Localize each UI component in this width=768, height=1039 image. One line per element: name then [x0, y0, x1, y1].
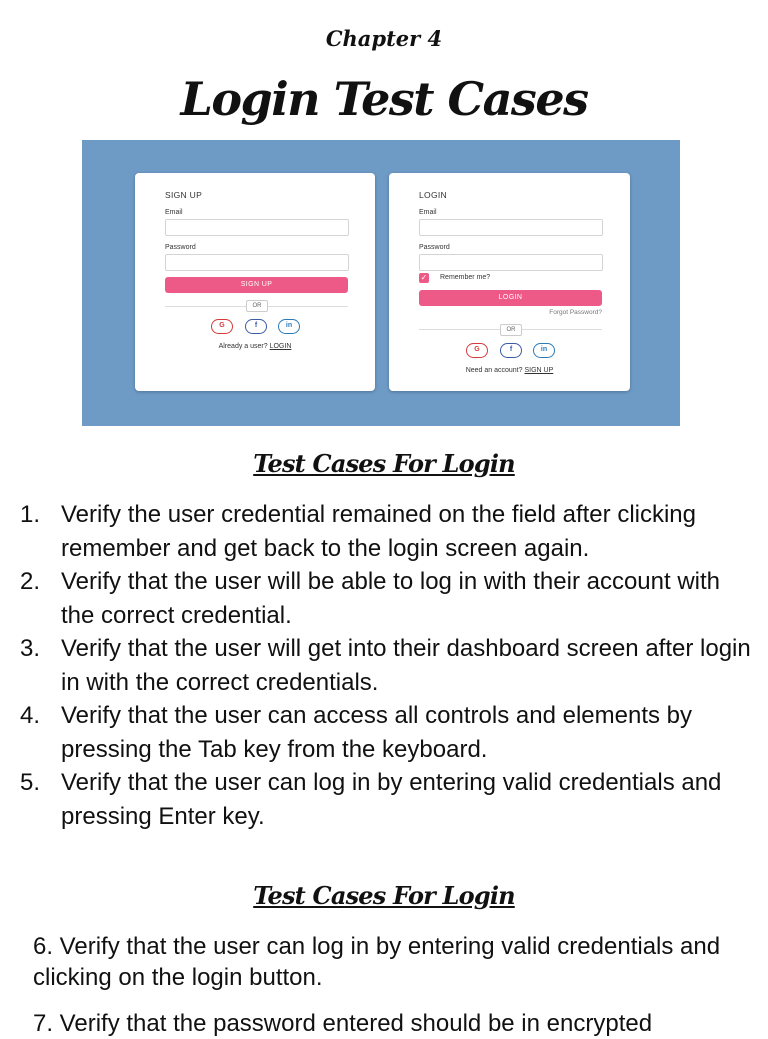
login-footer: [389, 367, 630, 374]
linkedin-icon[interactable]: in: [278, 319, 300, 334]
list-item: [20, 766, 760, 833]
or-separator: OR: [500, 324, 522, 336]
item-text: Verify the user credential remained on the field after clicking remember and get back to the login screen again.: [61, 501, 697, 562]
test-case-paragraph: 6. Verify that the user can log in by entering valid credentials and clicking on the login button.: [33, 933, 721, 991]
login-button[interactable]: LOGIN: [419, 290, 602, 306]
google-icon[interactable]: G: [466, 343, 488, 358]
signup-password-label: Password: [165, 244, 196, 251]
item-number: 3.: [20, 635, 41, 662]
forgot-password-link[interactable]: Forgot Password?: [549, 309, 602, 316]
section-heading: Test Cases For Login: [253, 449, 515, 478]
google-icon[interactable]: G: [211, 319, 233, 334]
signup-title: SIGN UP: [165, 190, 203, 200]
login-email-input[interactable]: [419, 219, 603, 236]
item-text: Verify that the user can log in by entering valid credentials and pressing Enter key.: [61, 769, 722, 830]
login-email-label: Email: [419, 209, 437, 216]
facebook-icon[interactable]: f: [500, 343, 522, 358]
login-password-label: Password: [419, 244, 450, 251]
test-case-paragraph: 7. Verify that the password entered should be in encrypted: [33, 1010, 653, 1037]
signup-footer: [135, 343, 375, 350]
item-number: 2.: [20, 568, 41, 595]
signup-button[interactable]: SIGN UP: [165, 277, 348, 293]
or-separator: OR: [246, 300, 268, 312]
list-item: [20, 632, 760, 699]
page-title: Login Test Cases: [180, 72, 588, 126]
chapter-label: Chapter 4: [325, 26, 443, 51]
linkedin-icon[interactable]: in: [533, 343, 555, 358]
remember-label: Remember me?: [440, 274, 491, 281]
signup-password-input[interactable]: [165, 254, 349, 271]
login-link[interactable]: LOGIN: [269, 343, 292, 350]
facebook-icon[interactable]: f: [245, 319, 267, 334]
signup-link[interactable]: SIGN UP: [524, 367, 554, 374]
login-password-input[interactable]: [419, 254, 603, 271]
signup-email-input[interactable]: [165, 219, 349, 236]
login-title: LOGIN: [419, 190, 447, 200]
list-item: [20, 565, 760, 632]
item-text: Verify that the user will get into their dashboard screen after login in with the correct credentials.: [61, 635, 751, 696]
login-card: [389, 173, 630, 391]
item-number: 4.: [20, 702, 41, 729]
item-number: 5.: [20, 769, 41, 796]
test-case-list: [20, 498, 760, 833]
list-item: [20, 498, 760, 565]
signup-footer-text: Already a user?: [218, 343, 268, 350]
login-mockup-image: [82, 140, 680, 426]
section-heading: Test Cases For Login: [253, 881, 515, 910]
remember-checkbox[interactable]: ✓: [420, 273, 428, 282]
signup-card: [135, 173, 375, 391]
list-item: [20, 699, 760, 766]
signup-email-label: Email: [165, 209, 183, 216]
login-footer-text: Need an account?: [465, 367, 523, 374]
item-text: Verify that the user will be able to log in with their account with the correct credential.: [61, 568, 721, 629]
item-text: Verify that the user can access all controls and elements by pressing the Tab key from the keyboard.: [61, 702, 692, 763]
item-number: 1.: [20, 501, 41, 528]
